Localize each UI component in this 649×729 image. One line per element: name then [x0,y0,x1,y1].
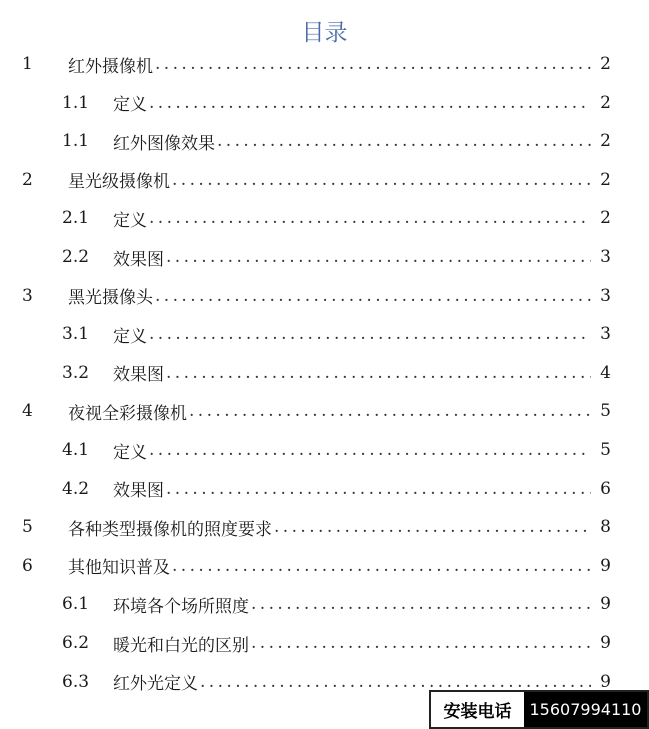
toc-entry-number: 6.2 [62,633,90,653]
toc-entry-page: 2 [600,169,611,190]
toc-leader-dots [251,594,591,614]
toc-entry-page: 9 [600,555,611,576]
toc-leader-dots [189,401,591,421]
toc-entry[interactable] [0,91,649,115]
toc-entry[interactable] [0,206,649,230]
toc-leader-dots [149,208,591,228]
toc-leader-dots [166,247,591,267]
toc-entry-text: 夜视全彩摄像机 [68,403,187,424]
toc-entry-text: 定义 [113,210,147,231]
toc-entry-page: 5 [600,401,611,422]
toc-entry-text: 环境各个场所照度 [113,596,249,617]
toc-leader-dots [166,479,591,499]
toc-entry[interactable] [0,284,649,308]
toc-leader-dots [172,170,591,190]
toc-leader-dots [274,517,591,537]
toc-entry-number: 4 [22,401,33,422]
toc-entry-page: 6 [600,478,611,499]
toc-leader-dots [149,324,591,344]
toc-entry[interactable] [0,245,649,269]
toc-leader-dots [149,93,591,113]
toc-entry-number: 6.3 [62,671,90,692]
toc-entry-number: 4.2 [62,478,90,499]
contact-banner [429,690,649,729]
toc-entry-number: 1.1 [62,131,90,152]
toc-entry[interactable] [0,515,649,539]
toc-entry-text: 其他知识普及 [68,558,170,579]
toc-entry-number: 3.2 [62,362,90,383]
toc-entry-text: 各种类型摄像机的照度要求 [68,519,272,540]
toc-entry-page: 2 [600,92,611,113]
toc-entry-number: 1 [22,54,33,74]
toc-entry-page: 4 [600,362,611,383]
toc-leader-dots [149,440,591,460]
toc-leader-dots [217,131,591,151]
toc-entry-page: 3 [600,324,611,345]
toc-entry-text: 黑光摄像头 [68,288,153,309]
toc-entry[interactable] [0,52,649,76]
toc-entry-page: 2 [600,54,611,74]
toc-entry-page: 9 [600,671,611,692]
toc-entry-text: 效果图 [113,365,164,386]
toc-entry-number: 6.1 [62,594,90,615]
toc-entry[interactable] [0,168,649,192]
toc-entry[interactable] [0,554,649,578]
toc-entry-page: 2 [600,131,611,152]
toc-entry-text: 红外光定义 [113,674,198,695]
toc-leader-dots [200,672,591,692]
toc-entry[interactable] [0,438,649,462]
toc-leader-dots [172,556,591,576]
contact-phone: 15607994110 [524,692,647,727]
toc-entry[interactable] [0,129,649,153]
contact-label: 安装电话 [431,692,524,727]
toc-entry[interactable] [0,477,649,501]
toc-entry-page: 2 [600,208,611,229]
toc-entry-number: 2.1 [62,208,90,229]
toc-entry-text: 效果图 [113,481,164,502]
toc-entry-number: 1.1 [62,92,90,113]
toc-entry-number: 2 [22,169,33,190]
toc-entry-page: 9 [600,594,611,615]
toc-entry-number: 6 [22,555,33,576]
toc-entry-text: 星光级摄像机 [68,172,170,193]
toc-entry-number: 5 [22,517,33,538]
toc-entry-text: 红外图像效果 [113,133,215,154]
toc-leader-dots [155,286,591,306]
toc-entry-text: 红外摄像机 [68,56,153,77]
toc-entry-number: 2.2 [62,247,90,267]
toc-entry-page: 3 [600,285,611,306]
toc-entry-number: 4.1 [62,440,90,460]
toc-entry[interactable] [0,322,649,346]
toc-entry-page: 5 [600,440,611,460]
toc-entry-page: 8 [600,517,611,538]
toc-entry[interactable] [0,631,649,655]
toc-entry-text: 暖光和白光的区别 [113,635,249,656]
toc-entry-number: 3 [22,285,33,306]
toc-entry-page: 9 [600,633,611,653]
toc-entry[interactable] [0,399,649,423]
toc-entry-number: 3.1 [62,324,90,345]
toc-entry-page: 3 [600,247,611,267]
toc-title: 目录 [301,20,348,46]
toc-leader-dots [155,54,591,74]
toc-entry[interactable] [0,592,649,616]
toc-leader-dots [251,633,591,653]
toc-leader-dots [166,363,591,383]
toc-entry-text: 定义 [113,326,147,347]
toc-entry-text: 效果图 [113,249,164,270]
toc-entry-text: 定义 [113,442,147,463]
toc-entry-text: 定义 [113,95,147,116]
toc-entry[interactable] [0,361,649,385]
